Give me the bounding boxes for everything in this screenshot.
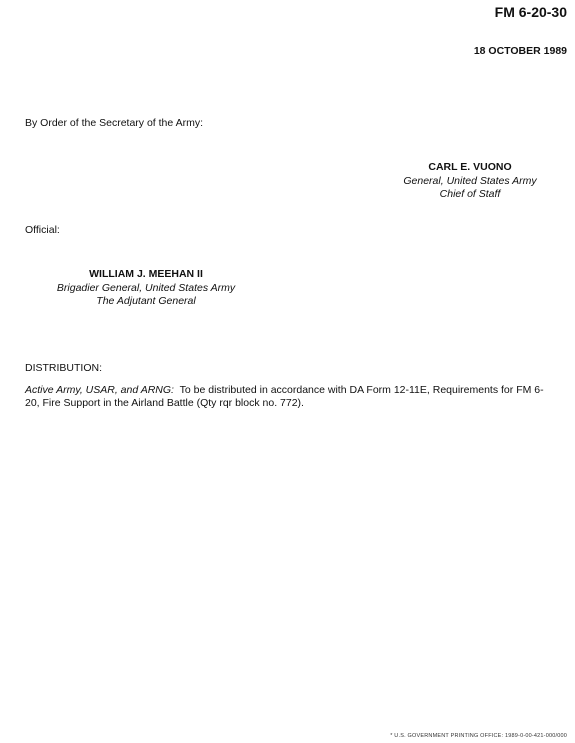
adjutant-general-position: The Adjutant General: [96, 295, 196, 307]
chief-of-staff-signature-block: [385, 161, 555, 202]
distribution-instructions: To be distributed in accordance with DA Form 12-11E, Requirements for FM 6-20, Fire Support in the Airland Battle (Qty rqr block no. 772).: [25, 384, 544, 409]
official-label: Official:: [25, 224, 60, 236]
publication-date: 18 OCTOBER 1989: [473, 45, 567, 57]
distribution-label: DISTRIBUTION:: [25, 362, 103, 374]
printing-office-note: * U.S. GOVERNMENT PRINTING OFFICE: 1989-0-00-421-000/000: [390, 733, 567, 739]
chief-of-staff-name: CARL E. VUONO: [428, 161, 512, 173]
adjutant-general-name: WILLIAM J. MEEHAN II: [89, 268, 203, 280]
adjutant-general-signature-block: [40, 268, 252, 309]
authority-statement: By Order of the Secretary of the Army:: [25, 117, 203, 129]
chief-of-staff-position: Chief of Staff: [439, 188, 501, 200]
distribution-paragraph: [25, 384, 555, 410]
distribution-components: Active Army, USAR, and ARNG:: [25, 384, 174, 396]
adjutant-general-rank: Brigadier General, United States Army: [56, 281, 236, 294]
document-number: FM 6-20-30: [494, 4, 567, 20]
chief-of-staff-rank: General, United States Army: [403, 174, 537, 187]
